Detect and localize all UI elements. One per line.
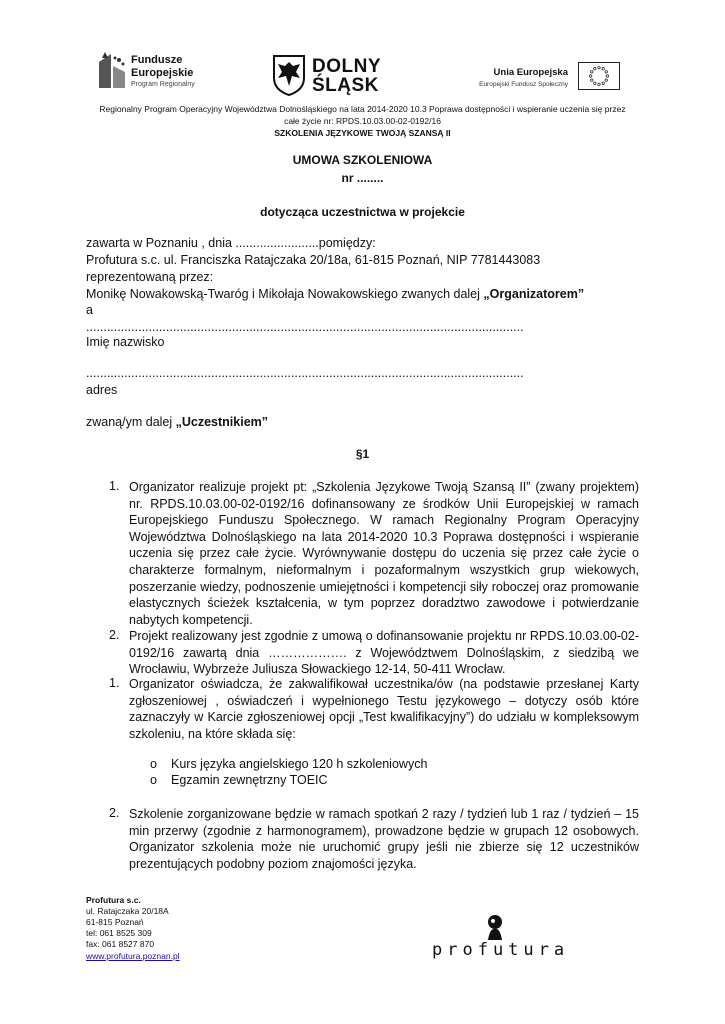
contract-place-date: zawarta w Poznaniu , dnia ........................pomiędzy: [86, 236, 376, 250]
fe-logo-line2: Europejskie [131, 67, 194, 79]
participant-term: „Uczestnikiem” [175, 415, 269, 429]
item-text: Szkolenie zorganizowane będzie w ramach spotkań 2 razy / tydzień lub 1 raz / tydzień – 15 min przerwy (zgodnie z harmonogramem), prowadzone będzie w grupach 12 osobowych. Organizator szkolenia może nie uruchomić grupy jeśli nie zbierze się 12 uczestników prezentujących podobny poziom znajomości języka. [129, 807, 639, 871]
footer-tel: tel: 061 8525 309 [86, 928, 152, 938]
footer-website-row [86, 951, 180, 962]
fe-logo-line1: Fundusze [131, 54, 183, 66]
organizer-address: Profutura s.c. ul. Franciszka Ratajczaka 20/18a, 61-815 Poznań, NIP 7781443083 [86, 253, 541, 267]
item-text: Organizator oświadcza, że zakwalifikował uczestnika/ów (na podstawie przesłanej Karty zgłoszeniowej , oświadczeń i wypełnionego Testu językowego – dotyczy osób które zaznaczyły w Karcie zgłoszeniowej opcji „Test kwalifikacyjny”) do udziału w kompleksowym szkoleniu, na które składa się: [129, 677, 639, 741]
section-heading: §1 [355, 447, 370, 461]
document-number: nr ........ [341, 171, 384, 185]
represented-by: reprezentowaną przez: [86, 270, 214, 284]
item-number: 1. [109, 479, 120, 493]
item-number: 2. [109, 628, 120, 642]
representatives-text: Monikę Nowakowską-Twaróg i Mikołaja Nowakowskiego zwanych dalej [86, 287, 484, 301]
organizer-term: „Organizatorem” [483, 287, 585, 301]
ue-logo-line2: Europejski Fundusz Społeczny [479, 81, 568, 88]
item-number: 1. [109, 676, 120, 690]
conjunction-a: a [86, 303, 93, 317]
participant-prefix: zwaną/ym dalej [86, 415, 176, 429]
bullet-marker: o [150, 773, 157, 787]
name-dots: .............................................................................................................................. [86, 320, 524, 334]
program-line-2: całe życie nr: RPDS.10.03.00-02-0192/16 [284, 116, 441, 126]
footer-company: Profutura s.c. [86, 895, 141, 905]
participant-definition [86, 415, 268, 429]
program-line-1: Regionalny Program Operacyjny Województwa Dolnośląskiego na lata 2014-2020 10.3 Poprawa dostępności i wspieranie uczenia się przez [99, 104, 626, 114]
fundusze-europejskie-icon [97, 52, 127, 90]
dolny-slask-logo [272, 54, 392, 98]
fe-logo-line3: Program Regionalny [131, 81, 195, 88]
footer-street: ul. Ratajczaka 20/18A [86, 906, 169, 916]
bullet-item: Egzamin zewnętrzny TOEIC [171, 773, 328, 787]
profutura-icon [480, 912, 510, 942]
organizer-representatives [86, 287, 584, 301]
profutura-logo [432, 912, 572, 962]
fundusze-europejskie-logo [97, 52, 207, 92]
name-label: Imię nazwisko [86, 335, 165, 349]
eu-flag-icon [578, 62, 620, 90]
footer-city: 61-815 Poznań [86, 917, 144, 927]
unia-europejska-logo [480, 60, 620, 96]
document-title: UMOWA SZKOLENIOWA [292, 153, 433, 167]
bullet-item: Kurs języka angielskiego 120 h szkoleniowych [171, 757, 428, 771]
item-text: Projekt realizowany jest zgodnie z umową o dofinansowanie projektu nr RPDS.10.03.00-02-0192/16 zawartą dnia ………………. z Województwem Dolnośląskim, z siedzibą we Wrocławiu, Wybrzeże Juliusza Słowackiego 12-14, 50-411 Wrocław. [129, 629, 639, 677]
item-number: 2. [109, 806, 120, 820]
ds-logo-line1: DOLNY [312, 56, 381, 77]
footer-website-link[interactable]: www.profutura.poznan.pl [86, 951, 180, 961]
address-label: adres [86, 383, 118, 397]
bullet-marker: o [150, 757, 157, 771]
address-dots: .............................................................................................................................. [86, 366, 524, 380]
footer-fax: fax: 061 8527 870 [86, 939, 155, 949]
eagle-shield-icon [272, 54, 306, 96]
ds-logo-line2: ŚLĄSK [312, 75, 379, 96]
ue-logo-line1: Unia Europejska [493, 67, 568, 78]
profutura-wordmark: profutura [432, 940, 570, 960]
project-name: SZKOLENIA JĘZYKOWE TWOJĄ SZANSĄ II [274, 128, 451, 138]
item-text: Organizator realizuje projekt pt: „Szkolenia Językowe Twoją Szansą II” (zwany projektem) nr. RPDS.10.03.00-02-0192/16 dofinansowany ze środków Unii Europejskiej w ramach Europejskiego Funduszu Społecznego. W ramach Regionalny Program Operacyjny Województwa Dolnośląskiego na lata 2014-2020 10.3 Poprawa dostępności i wspieranie uczenia się przez całe życie. Wyrównywanie dostępu do uczenia się przez całe życie o charakterze formalnym, nieformalnym i pozaformalnym wszystkich grup wiekowych, poszerzanie wiedzy, podnoszenie umiejętności i kompetencji siły roboczej oraz promowanie elastycznych ścieżek kształcenia, w tym poprzez doradztwo zawodowe i potwierdzanie nabytych kompetencji. [129, 480, 639, 627]
document-subtitle: dotycząca uczestnictwa w projekcie [260, 205, 465, 219]
